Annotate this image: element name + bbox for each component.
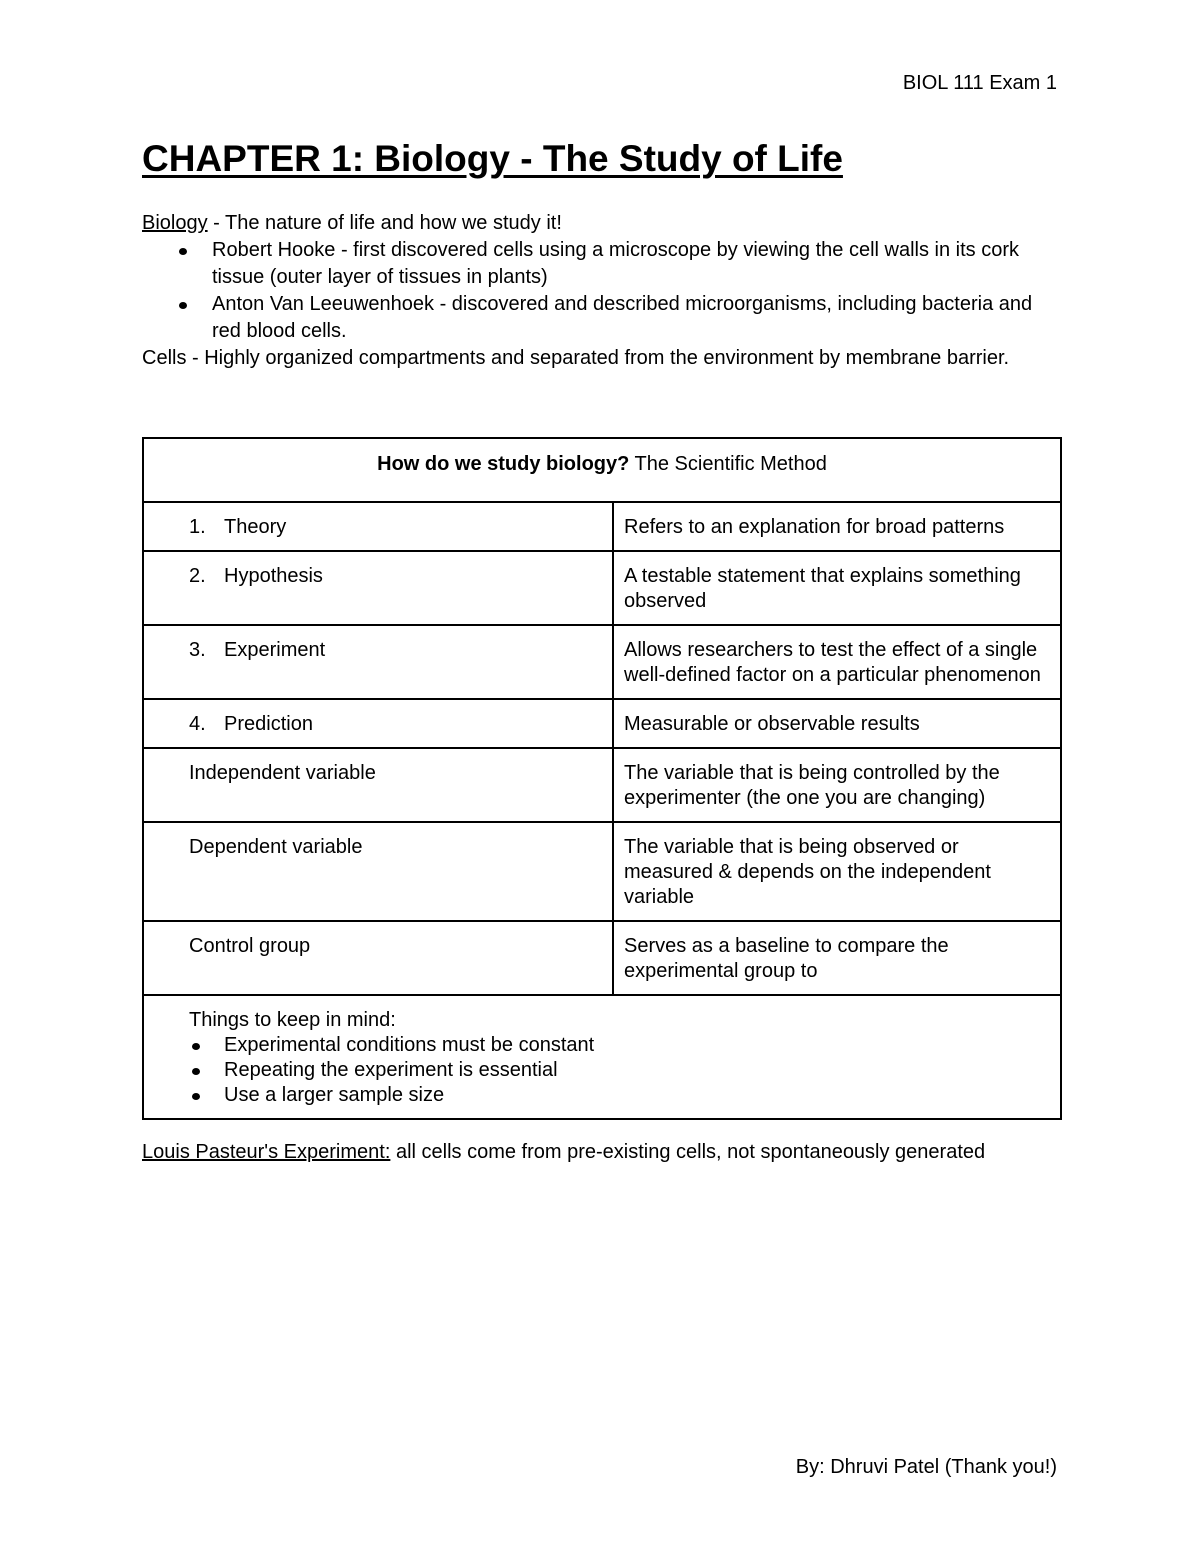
table-row: Control group Serves as a baseline to compare the experimental group to [143,921,1061,995]
intro-section [142,210,1062,372]
table-row: Dependent variable The variable that is being observed or measured & depends on the independent variable [143,822,1061,921]
table-heading-row [143,438,1061,502]
scientist-list [142,237,1062,345]
table-row: 3. Experiment Allows researchers to test the effect of a single well-defined factor on a particular phenomenon [143,625,1061,699]
table-row: Independent variable The variable that is being controlled by the experimenter (the one you are changing) [143,748,1061,822]
table-row: 2. Hypothesis A testable statement that explains something observed [143,551,1061,625]
cells-definition: Cells - Highly organized compartments and separated from the environment by membrane barrier. [142,347,1010,369]
table-row: 1. Theory Refers to an explanation for broad patterns [143,502,1061,551]
biology-term: Biology [142,212,208,234]
table-heading: How do we study biology? The Scientific Method [143,438,1061,502]
list-item: Repeating the experiment is essential [224,1058,1050,1083]
pasteur-label: Louis Pasteur's Experiment: [142,1141,391,1163]
keep-in-mind-title: Things to keep in mind: [189,1009,396,1031]
page-title: CHAPTER 1: Biology - The Study of Life [142,138,843,179]
list-item: Robert Hooke - first discovered cells using a microscope by viewing the cell walls in its cork tissue (outer layer of tissues in plants) [212,237,1062,291]
course-header: BIOL 111 Exam 1 [902,72,1057,94]
table-row: 4. Prediction Measurable or observable results [143,699,1061,748]
biology-definition: Biology - The nature of life and how we study it! [142,212,562,234]
list-item: Use a larger sample size [224,1083,1050,1108]
keep-in-mind-row [143,995,1061,1119]
scientific-method-table [142,437,1062,1120]
list-item: Experimental conditions must be constant [224,1033,1050,1058]
list-item: Anton Van Leeuwenhoek - discovered and described microorganisms, including bacteria and red blood cells. [212,291,1062,345]
pasteur-note: Louis Pasteur's Experiment: all cells come from pre-existing cells, not spontaneously generated [142,1141,986,1163]
author-credit: By: Dhruvi Patel (Thank you!) [795,1456,1057,1478]
keep-in-mind-list [189,1033,1050,1108]
